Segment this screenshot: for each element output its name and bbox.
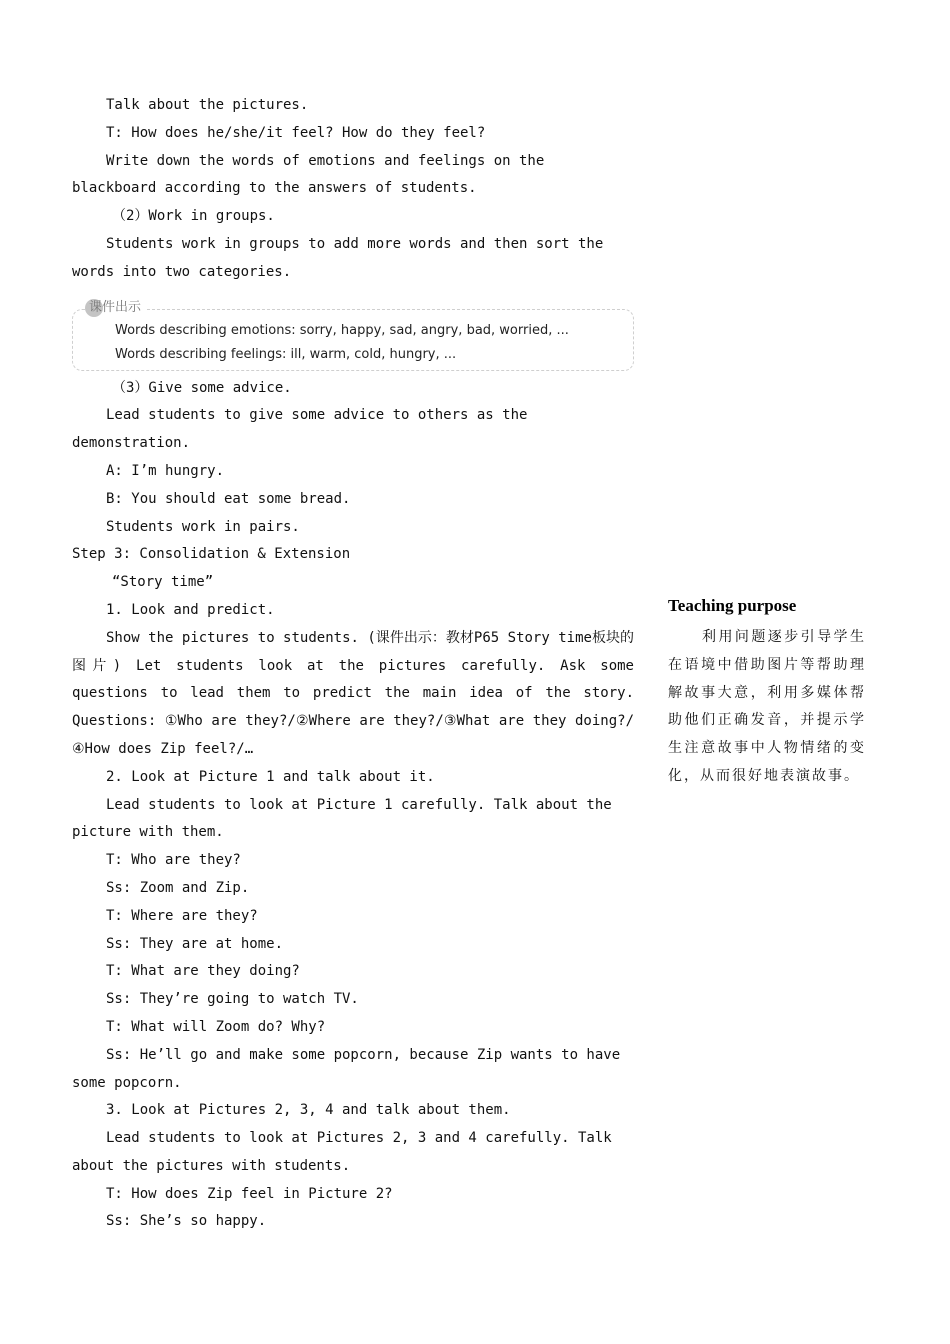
sidebar-body: 利用问题逐步引导学生在语境中借助图片等帮助理解故事大意，利用多媒体帮助他们正确发音，并提示学生注意故事中人物情绪的变化，从而很好地表演故事。 bbox=[668, 629, 866, 784]
callout-emotions-line: Words describing emotions: sorry, happy, sad, angry, bad, worried, ... bbox=[115, 322, 569, 338]
step-heading: 1. Look and predict. bbox=[106, 601, 275, 618]
text-line: Write down the words of emotions and feelings on the blackboard according to the answers of students. bbox=[72, 152, 545, 197]
dialogue-line: T: What will Zoom do? Why? bbox=[106, 1018, 326, 1035]
dialogue-line: T: What are they doing? bbox=[106, 963, 300, 980]
subsection-heading: “Story time” bbox=[112, 574, 214, 591]
text-line: Lead students to look at Picture 1 carefully. Talk about the picture with them. bbox=[72, 796, 612, 841]
step-heading: 3. Look at Pictures 2, 3, 4 and talk about them. bbox=[106, 1102, 511, 1119]
dialogue-line: Ss: They are at home. bbox=[106, 935, 284, 952]
dialogue-line: T: Where are they? bbox=[106, 907, 258, 924]
dialogue-line: T: How does Zip feel in Picture 2? bbox=[106, 1185, 393, 1202]
dialogue-line: T: Who are they? bbox=[106, 852, 241, 869]
dialogue-line: Ss: They’re going to watch TV. bbox=[106, 991, 359, 1008]
courseware-callout-box bbox=[72, 299, 634, 371]
callout-label bbox=[85, 298, 145, 318]
text-line: Lead students to look at Pictures 2, 3 and 4 carefully. Talk about the pictures with students. bbox=[72, 1130, 612, 1174]
dialogue-line: Ss: Zoom and Zip. bbox=[106, 879, 250, 896]
step-heading: （2）Work in groups. bbox=[112, 208, 275, 225]
text-line: Talk about the pictures. bbox=[106, 97, 309, 113]
section-heading: Step 3: Consolidation & Extension bbox=[72, 546, 351, 563]
teaching-purpose-sidebar bbox=[668, 594, 866, 791]
dialogue-line: Ss: She’s so happy. bbox=[106, 1213, 267, 1230]
text-line: Lead students to give some advice to others as the demonstration. bbox=[72, 407, 528, 452]
text-line: Students work in pairs. bbox=[106, 518, 300, 535]
callout-feelings-line: Words describing feelings: ill, warm, cold, hungry, ... bbox=[115, 346, 457, 362]
text-line: Students work in groups to add more words and then sort the words into two categories. bbox=[72, 235, 604, 280]
callout-label-text: 课件出示 bbox=[89, 299, 142, 315]
lesson-main-column bbox=[72, 92, 634, 1236]
dialogue-line: A: I’m hungry. bbox=[106, 462, 225, 479]
step-heading: 2. Look at Picture 1 and talk about it. bbox=[106, 768, 435, 785]
sidebar-title: Teaching purpose bbox=[668, 596, 797, 615]
text-line: T: How does he/she/it feel? How do they feel? bbox=[106, 124, 486, 141]
dialogue-line: B: You should eat some bread. bbox=[106, 490, 351, 507]
text-line: Show the pictures to students. (课件出示：教材P65 Story time板块的图片) Let students look at the pictures carefully. Ask some questions to lead them to predict the main idea of the story. Questions: ①Who are they?/②Where are they?/③What are they doing?/④How does Zip feel?/… bbox=[72, 629, 634, 757]
step-heading: （3）Give some advice. bbox=[112, 379, 292, 396]
dialogue-line: Ss: He’ll go and make some popcorn, because Zip wants to have some popcorn. bbox=[72, 1046, 621, 1091]
